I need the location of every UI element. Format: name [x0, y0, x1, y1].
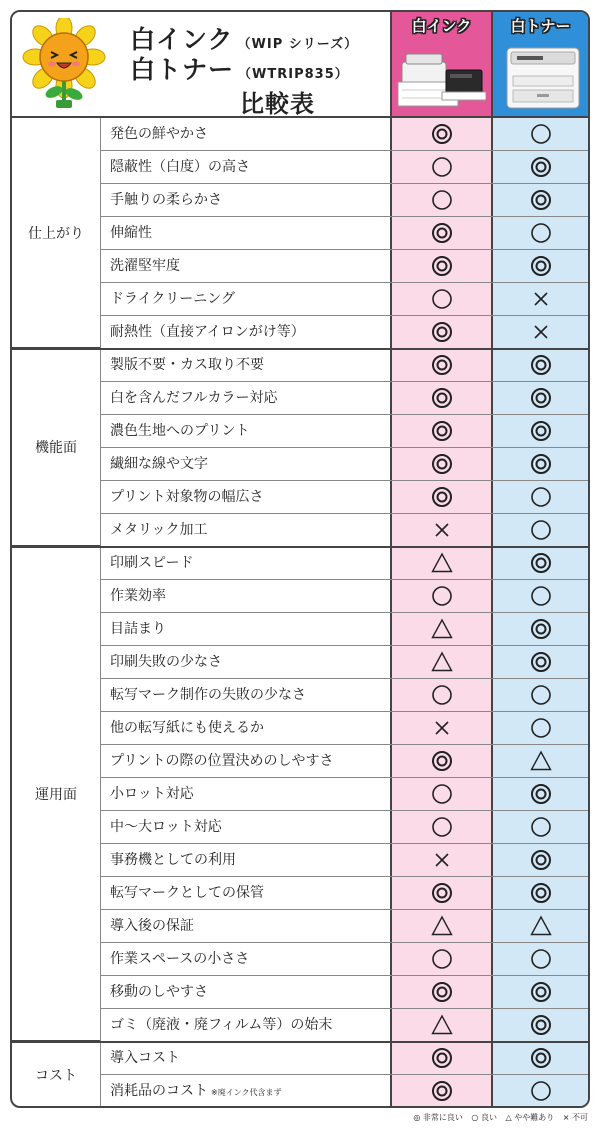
triangle-icon [431, 618, 453, 640]
double-circle-icon [530, 552, 552, 574]
cell-white-ink [390, 844, 491, 876]
cell-white-toner [491, 745, 588, 777]
row-label [100, 745, 390, 777]
row-label [100, 646, 390, 678]
table-row [100, 514, 588, 547]
cell-white-toner [491, 151, 588, 183]
double-circle-icon [431, 255, 453, 277]
row-label-text: 事務機としての利用 [110, 852, 236, 868]
column-header-toner [491, 12, 588, 116]
cell-white-ink [390, 580, 491, 612]
triangle-icon [431, 1014, 453, 1036]
cell-white-ink [390, 382, 491, 414]
cell-white-ink [390, 613, 491, 645]
table-row [100, 679, 588, 712]
cell-white-toner [491, 811, 588, 843]
cell-white-toner [491, 679, 588, 711]
cell-white-toner [491, 1009, 588, 1041]
table-row [100, 745, 588, 778]
row-label [100, 415, 390, 447]
cell-white-toner [491, 877, 588, 909]
cell-white-ink [390, 151, 491, 183]
row-label [100, 514, 390, 546]
circle-icon [431, 585, 453, 607]
table-row [100, 1009, 588, 1042]
cell-white-ink [390, 349, 491, 381]
table-row [100, 415, 588, 448]
row-label [100, 712, 390, 744]
table-row [100, 151, 588, 184]
table-row [100, 943, 588, 976]
row-label-text: 濃色生地へのプリント [110, 423, 250, 439]
circle-icon [530, 717, 552, 739]
row-label [100, 184, 390, 216]
double-circle-icon [431, 387, 453, 409]
table-row [100, 976, 588, 1009]
row-label-text: 白を含んだフルカラー対応 [110, 390, 278, 406]
triangle-icon [431, 915, 453, 937]
double-circle-icon [530, 420, 552, 442]
circle-icon [431, 948, 453, 970]
row-label-text: 隠蔽性（白度）の高さ [110, 159, 250, 175]
row-label [100, 778, 390, 810]
double-circle-icon [530, 981, 552, 1003]
cell-white-ink [390, 217, 491, 249]
table-row [100, 349, 588, 382]
table-row [100, 778, 588, 811]
row-label [100, 613, 390, 645]
double-circle-icon [431, 222, 453, 244]
cell-white-toner [491, 118, 588, 150]
double-circle-icon [530, 651, 552, 673]
triangle-icon [530, 750, 552, 772]
table-row [100, 712, 588, 745]
circle-icon [431, 288, 453, 310]
row-label [100, 217, 390, 249]
row-label-text: プリントの際の位置決めのしやすさ [110, 753, 334, 769]
cell-white-ink [390, 646, 491, 678]
cell-white-toner [491, 580, 588, 612]
table-row [100, 250, 588, 283]
column-header-ink [390, 12, 491, 116]
double-circle-icon [431, 1047, 453, 1069]
cell-white-toner [491, 844, 588, 876]
row-label-text: メタリック加工 [110, 522, 208, 538]
double-circle-icon [431, 981, 453, 1003]
cell-white-toner [491, 613, 588, 645]
row-label-text: 中〜大ロット対応 [110, 819, 222, 835]
row-label [100, 382, 390, 414]
title-line2-sub: （WTRIP835） [238, 67, 349, 82]
row-label-text: 印刷失敗の少なさ [110, 654, 222, 670]
double-circle-icon [530, 156, 552, 178]
cross-icon [431, 717, 453, 739]
double-circle-icon [530, 618, 552, 640]
cell-white-toner [491, 976, 588, 1008]
cell-white-ink [390, 448, 491, 480]
category-divider [12, 348, 588, 350]
title-line1-sub: （WIP シリーズ） [237, 37, 359, 52]
table-row [100, 481, 588, 514]
row-label-text: 洗濯堅牢度 [110, 258, 180, 274]
triangle-icon [431, 552, 453, 574]
cell-white-ink [390, 250, 491, 282]
row-label-text: 伸縮性 [110, 225, 152, 241]
double-circle-icon [530, 189, 552, 211]
category-label-text: コスト [35, 1068, 77, 1084]
cross-icon [530, 288, 552, 310]
double-circle-icon [431, 420, 453, 442]
circle-icon [530, 684, 552, 706]
table-row [100, 118, 588, 151]
row-label [100, 448, 390, 480]
cell-white-toner [491, 217, 588, 249]
row-label-text: 転写マーク制作の失敗の少なさ [110, 687, 306, 703]
category-label-text: 機能面 [35, 440, 77, 456]
inkjet-printer-icon [396, 36, 486, 112]
row-label [100, 547, 390, 579]
row-label-text: 繊細な線や文字 [110, 456, 208, 472]
double-circle-icon [530, 387, 552, 409]
cell-white-ink [390, 283, 491, 315]
row-label-text: 消耗品のコスト [110, 1083, 208, 1099]
row-label [100, 151, 390, 183]
table-row [100, 580, 588, 613]
row-label-text: 作業効率 [110, 588, 166, 604]
laser-printer-icon [497, 36, 587, 112]
row-label-text: 目詰まり [110, 621, 166, 637]
cell-white-toner [491, 448, 588, 480]
row-label [100, 316, 390, 348]
category-label-text: 運用面 [35, 786, 77, 803]
row-label [100, 910, 390, 942]
table-row [100, 877, 588, 910]
legend-circle: ○ 良い [471, 1113, 497, 1122]
title-line3: 比較表 [240, 90, 315, 118]
category-label [12, 118, 100, 349]
category-label [12, 1042, 100, 1108]
triangle-icon [530, 915, 552, 937]
circle-icon [530, 585, 552, 607]
cell-white-ink [390, 976, 491, 1008]
cell-white-toner [491, 283, 588, 315]
row-label-text: ゴミ（廃液・廃フィルム等）の始末 [110, 1017, 333, 1033]
table-row [100, 448, 588, 481]
category-divider [12, 546, 588, 548]
circle-icon [530, 948, 552, 970]
triangle-icon [431, 651, 453, 673]
row-label [100, 976, 390, 1008]
double-circle-icon [431, 750, 453, 772]
double-circle-icon [530, 1047, 552, 1069]
category-label [12, 547, 100, 1042]
cell-white-toner [491, 250, 588, 282]
table-row [100, 646, 588, 679]
cross-icon [530, 321, 552, 343]
double-circle-icon [431, 882, 453, 904]
cell-white-ink [390, 514, 491, 546]
sunflower-mascot-icon [18, 18, 110, 112]
double-circle-icon [530, 882, 552, 904]
row-label [100, 118, 390, 150]
row-label-text: 作業スペースの小ささ [110, 951, 250, 967]
row-label-text: 発色の鮮やかさ [110, 126, 208, 142]
title-white-toner [130, 50, 349, 86]
table-row [100, 283, 588, 316]
double-circle-icon [530, 255, 552, 277]
title-block [12, 12, 390, 116]
cell-white-toner [491, 943, 588, 975]
column-header-ink-label: 白インク [411, 17, 472, 35]
double-circle-icon [530, 354, 552, 376]
cell-white-toner [491, 646, 588, 678]
cross-icon [431, 519, 453, 541]
cell-white-ink [390, 712, 491, 744]
row-label [100, 1042, 390, 1074]
double-circle-icon [431, 354, 453, 376]
cell-white-ink [390, 1042, 491, 1074]
double-circle-icon [530, 849, 552, 871]
legend-cross: × 不可 [562, 1113, 588, 1122]
legend [407, 1112, 588, 1123]
cell-white-toner [491, 1042, 588, 1074]
double-circle-icon [431, 453, 453, 475]
row-label-text: 印刷スピード [110, 555, 194, 571]
row-label [100, 844, 390, 876]
cross-icon [431, 849, 453, 871]
category-label-text: 仕上がり [28, 225, 84, 242]
circle-icon [431, 156, 453, 178]
title-line2: 白トナー [130, 55, 235, 84]
cell-white-toner [491, 382, 588, 414]
row-label-text: ドライクリーニング [110, 291, 236, 307]
category-label [12, 349, 100, 547]
cell-white-ink [390, 811, 491, 843]
legend-double: ◎ 非常に良い [413, 1113, 463, 1122]
row-label-note: ※廃インク代含まず [211, 1088, 282, 1097]
table-row [100, 844, 588, 877]
row-label [100, 349, 390, 381]
double-circle-icon [431, 321, 453, 343]
table-row [100, 184, 588, 217]
cell-white-toner [491, 184, 588, 216]
cell-white-toner [491, 1075, 588, 1107]
circle-icon [530, 123, 552, 145]
double-circle-icon [530, 783, 552, 805]
circle-icon [530, 222, 552, 244]
circle-icon [431, 816, 453, 838]
cell-white-ink [390, 547, 491, 579]
cell-white-ink [390, 910, 491, 942]
table-row [100, 316, 588, 349]
row-label-text: 製版不要・カス取り不要 [110, 357, 264, 373]
table-row [100, 217, 588, 250]
row-label [100, 283, 390, 315]
cell-white-toner [491, 547, 588, 579]
cell-white-ink [390, 118, 491, 150]
column-header-toner-label: 白トナー [510, 17, 571, 35]
cell-white-toner [491, 481, 588, 513]
row-label-text: 他の転写紙にも使えるか [110, 720, 264, 736]
cell-white-toner [491, 514, 588, 546]
double-circle-icon [530, 453, 552, 475]
circle-icon [431, 783, 453, 805]
cell-white-toner [491, 349, 588, 381]
row-label [100, 877, 390, 909]
cell-white-ink [390, 943, 491, 975]
row-label [100, 1075, 390, 1107]
cell-white-toner [491, 910, 588, 942]
cell-white-ink [390, 184, 491, 216]
row-label [100, 1009, 390, 1041]
row-label-text: 手触りの柔らかさ [110, 192, 222, 208]
comparison-table [10, 10, 590, 1108]
table-row [100, 547, 588, 580]
cell-white-toner [491, 415, 588, 447]
category-divider [12, 1041, 588, 1043]
row-label-text: 導入コスト [110, 1050, 180, 1066]
cell-white-ink [390, 1075, 491, 1107]
cell-white-ink [390, 481, 491, 513]
row-label [100, 679, 390, 711]
row-label [100, 481, 390, 513]
cell-white-ink [390, 778, 491, 810]
table-row [100, 382, 588, 415]
table-row [100, 1042, 588, 1075]
table-row [100, 910, 588, 943]
cell-white-toner [491, 778, 588, 810]
row-label-text: 転写マークとしての保管 [110, 885, 264, 901]
circle-icon [530, 486, 552, 508]
cell-white-toner [491, 712, 588, 744]
table-row [100, 811, 588, 844]
cell-white-toner [491, 316, 588, 348]
row-label [100, 943, 390, 975]
cell-white-ink [390, 745, 491, 777]
circle-icon [431, 189, 453, 211]
table-row [100, 613, 588, 646]
table-header [12, 12, 588, 118]
row-label-text: 移動のしやすさ [110, 984, 208, 1000]
table-row [100, 1075, 588, 1108]
cell-white-ink [390, 415, 491, 447]
double-circle-icon [431, 486, 453, 508]
circle-icon [530, 816, 552, 838]
row-label-text: 小ロット対応 [110, 786, 194, 802]
row-label [100, 580, 390, 612]
row-label [100, 250, 390, 282]
row-label-text: 導入後の保証 [110, 918, 194, 934]
double-circle-icon [431, 1080, 453, 1102]
circle-icon [431, 684, 453, 706]
cell-white-ink [390, 316, 491, 348]
cell-white-ink [390, 679, 491, 711]
row-label [100, 811, 390, 843]
legend-triangle: △ やや難あり [505, 1113, 555, 1122]
double-circle-icon [431, 123, 453, 145]
cell-white-ink [390, 1009, 491, 1041]
title-line1: 白インク [130, 25, 234, 54]
circle-icon [530, 1080, 552, 1102]
row-label-text: 耐熱性（直接アイロンがけ等） [110, 324, 305, 340]
double-circle-icon [530, 1014, 552, 1036]
circle-icon [530, 519, 552, 541]
row-label-text: プリント対象物の幅広さ [110, 489, 264, 505]
cell-white-ink [390, 877, 491, 909]
